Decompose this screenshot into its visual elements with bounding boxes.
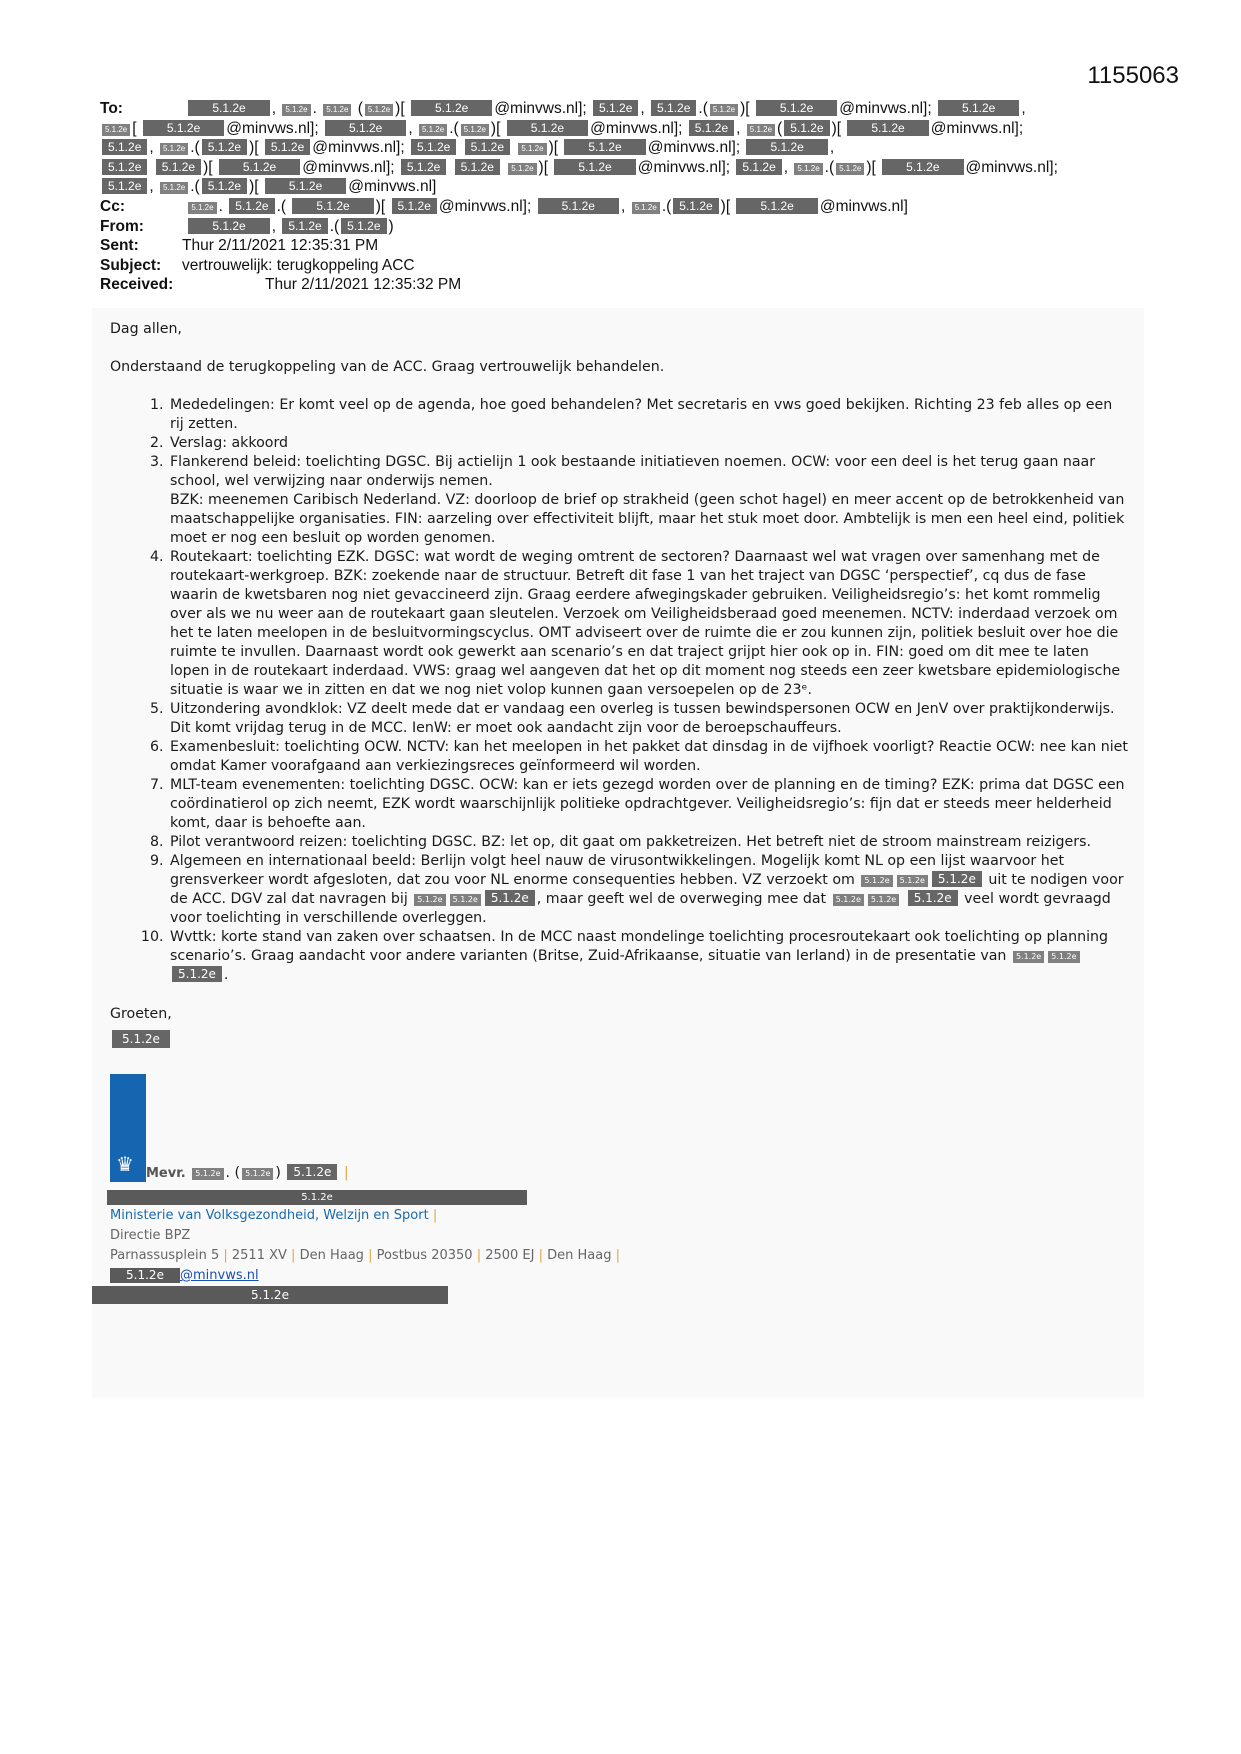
email-domain: @minvws.nl]; [647, 139, 741, 157]
redaction: 5.1.2e [908, 890, 958, 906]
signature-email-link[interactable]: @minvws.nl [180, 1268, 259, 1283]
redaction: 5.1.2e [292, 198, 373, 214]
message-body [110, 320, 1130, 1305]
redaction: 5.1.2e [202, 178, 247, 194]
list-item-text: Verslag: akkoord [170, 435, 289, 451]
redaction: 5.1.2e [450, 894, 481, 906]
list-item-subtext: BZK: meenemen Caribisch Nederland. VZ: doorloop de brief op strakheid (geen schot hagel) en meer accent op de betrokkenheid van maatschappelijke organisaties. FIN: aarzeling over effectiviteit blijft, maar het stuk moet door. Ambtelijk is men een heel eind, politiek moet er nog een besluit op worden genomen. [170, 492, 1125, 546]
separator: | [538, 1248, 544, 1263]
address-part: 2511 XV [231, 1248, 287, 1263]
redaction: 5.1.2e [219, 159, 300, 175]
separator: | [368, 1248, 373, 1263]
list-item [168, 396, 1130, 434]
subject-row [100, 256, 1140, 276]
redaction: 5.1.2e [202, 139, 247, 155]
redaction: 5.1.2e [746, 139, 827, 155]
email-domain: @minvws.nl]; [637, 158, 731, 176]
title-prefix: Mevr. [146, 1166, 186, 1181]
redaction: 5.1.2e [414, 894, 445, 906]
signature-title-line: Mevr. 5.1.2e . ( 5.1.2e ) 5.1.2e | [146, 1165, 349, 1181]
redaction: 5.1.2e [784, 120, 829, 136]
redaction: 5.1.2e [325, 120, 406, 136]
redaction: 5.1.2e [282, 218, 327, 234]
from-label: From: [100, 217, 144, 235]
redaction: 5.1.2e [102, 139, 147, 155]
list-item [168, 738, 1130, 776]
email-domain: @minvws.nl]; [494, 100, 587, 117]
redaction: 5.1.2e [102, 159, 147, 175]
email-domain: @minvws.nl]; [302, 158, 395, 176]
separator: | [476, 1248, 482, 1263]
email-domain: @minvws.nl]; [226, 119, 319, 137]
redaction: 5.1.2e [833, 894, 864, 906]
from-row: From: 5.1.2e , 5.1.2e .( 5.1.2e ) [100, 217, 394, 235]
separator: | [291, 1248, 296, 1263]
intro: Onderstaand de terugkoppeling van de ACC. Graag vertrouwelijk behandelen. [110, 359, 665, 375]
redaction: 5.1.2e [593, 100, 638, 116]
agenda-list [110, 396, 1130, 985]
list-item-text: Routekaart: toelichting EZK. DGSC: wat wordt de weging omtrent de sectoren? Daarnaast wel wat vragen over samenhang met de routekaart-werkgroep. BZK: zoekende naar de structuur. Betreft dit fase 1 van het traject van DGSC ‘perspectief’, cq dus de fase waarin de kwetsbaren nog niet gevaccineerd zijn. Graag eerdere afwegingskader gebruiken. Veiligheidsregio’s: het komt rommelig over als we nu weer aan de routekaart gaan sleutelen. Verzoek om Veiligheidsberaad goed meenemen. NCTV: inderdaad verzoek om het te laten meelopen in de besluitvormingscyclus. OMT adviseert over de ruimte die er zou kunnen zijn, politiek besluit over hoe die ruimte te invullen. Daarnaast wordt ook gewerkt aan scenario’s en dat traject grijpt hier ook op in. FIN: goed om dit mee te laten lopen in de routekaart inderdaad. VWS: graag wel aangeven dat het op dit moment nog steeds een zeer kwetsbare epidemiologische situatie is waar we in zitten en dat we nog niet volop kunnen gaan versoepelen op de 23ᵉ. [170, 549, 1121, 698]
subject-value: vertrouwelijk: terugkoppeling ACC [182, 256, 415, 274]
redaction: 5.1.2e [192, 1168, 223, 1180]
signature-phone [92, 1286, 1130, 1305]
redaction: 5.1.2e [836, 163, 864, 175]
to-row-2: 5.1.2e [ 5.1.2e @minvws.nl]; 5.1.2e , 5.1.2e .( 5.1.2e )[ 5.1.2e @minvws.nl]; 5.1.2e , 5.1.2e ( 5.1.2e )[ 5.1.2e @minvws.nl]; [100, 119, 1140, 139]
redaction: 5.1.2e [794, 163, 822, 175]
cc-row: Cc: 5.1.2e . 5.1.2e .( 5.1.2e )[ 5.1.2e @minvws.nl]; 5.1.2e , 5.1.2e .( 5.1.2e )[ 5.1.2e @minvws.nl] [100, 197, 908, 215]
redaction: 5.1.2e [747, 124, 775, 136]
list-item-text: uit te nodigen voor de ACC. DGV zal dat navragen bij [170, 872, 1124, 907]
redaction: 5.1.2e [756, 100, 837, 116]
list-item-text: Examenbesluit: toelichting OCW. NCTV: kan het meelopen in het pakket dat dinsdag in de vijfhoek voorligt? Reactie OCW: nee kan niet omdat Kamer voorafgaand aan verkiezingsreces geïnformeerd wil worden. [170, 739, 1128, 774]
list-item-text: MLT-team evenementen: toelichting DGSC. OCW: kan er iets gezegd worden over de planning en de timing? EZK: prima dat DGSC een coördinatierol op zich neemt, EZK wordt waarschijnlijk politieke opdrachtgever. Veiligheidsregio’s: fijn dat er steeds meer helderheid komt, daar is behoefte aan. [170, 777, 1125, 831]
sent-value: Thur 2/11/2021 12:35:31 PM [182, 237, 379, 255]
redaction: 5.1.2e [188, 202, 216, 214]
redaction: 5.1.2e [188, 218, 269, 234]
redaction: 5.1.2e [143, 120, 224, 136]
email-domain: @minvws.nl]; [438, 197, 532, 215]
list-item-text: , maar geeft wel de overweging mee dat [536, 891, 827, 907]
to-row-3: 5.1.2e , 5.1.2e .( 5.1.2e )[ 5.1.2e @minvws.nl]; 5.1.2e 5.1.2e 5.1.2e )[ 5.1.2e @minvws.nl]; 5.1.2e , [100, 138, 1140, 158]
address-part: Postbus 20350 [376, 1248, 473, 1263]
list-item-text: Pilot verantwoord reizen: toelichting DGSC. BZ: let op, dit gaat om pakketreizen. Het betreft niet de stroom mainstream reizigers. [170, 834, 1091, 850]
redaction: 5.1.2e [465, 139, 510, 155]
email-domain: @minvws.nl]; [590, 119, 683, 137]
redaction: 5.1.2e [673, 198, 718, 214]
address-part: Parnassusplein 5 [110, 1248, 220, 1263]
redaction: 5.1.2e [564, 139, 645, 155]
redaction: 5.1.2e [897, 875, 928, 887]
address-part: Den Haag [299, 1248, 364, 1263]
redaction: 5.1.2e [632, 202, 660, 214]
to-row-5: 5.1.2e , 5.1.2e .( 5.1.2e )[ 5.1.2e @minvws.nl] [100, 177, 1140, 197]
redaction: 5.1.2e [229, 198, 274, 214]
redaction: 5.1.2e [188, 100, 269, 116]
email-domain: @minvws.nl [348, 178, 433, 196]
redaction: 5.1.2e [102, 178, 147, 194]
redaction: 5.1.2e [882, 159, 963, 175]
redaction: 5.1.2e [651, 100, 696, 116]
redaction: 5.1.2e [710, 104, 738, 116]
redaction: 5.1.2e [365, 104, 393, 116]
redaction: 5.1.2e [554, 159, 635, 175]
redaction: 5.1.2e [507, 120, 588, 136]
address-part: Den Haag [547, 1248, 612, 1263]
email-domain: @minvws.nl] [819, 197, 908, 215]
email-line [110, 1266, 1130, 1286]
redaction: 5.1.2e [401, 159, 446, 175]
redaction: 5.1.2e [242, 1168, 273, 1180]
list-item [168, 548, 1130, 700]
signature-function [107, 1187, 1130, 1206]
redaction: 5.1.2e [107, 1190, 527, 1205]
redaction: 5.1.2e [485, 890, 535, 906]
redaction: 5.1.2e [455, 159, 500, 175]
list-item [168, 700, 1130, 738]
to-label: To: [100, 100, 123, 117]
redaction: 5.1.2e [538, 198, 619, 214]
list-item [168, 453, 1130, 548]
redaction: 5.1.2e [508, 163, 536, 175]
greeting: Dag allen, [110, 321, 182, 337]
to-row-4: 5.1.2e 5.1.2e )[ 5.1.2e @minvws.nl]; 5.1.2e 5.1.2e 5.1.2e )[ 5.1.2e @minvws.nl]; 5.1.2e , 5.1.2e .( 5.1.2e )[ 5.1.2e @minvws.nl]; [100, 158, 1140, 178]
redaction: 5.1.2e [156, 159, 201, 175]
to-row: To: 5.1.2e , 5.1.2e . 5.1.2e ( 5.1.2e )[ 5.1.2e @minvws.nl]; 5.1.2e , 5.1.2e .( 5.1.2e )[ 5.1.2e @minvws.nl]; 5.1.2e , [100, 100, 1026, 117]
redaction: 5.1.2e [265, 139, 310, 155]
redaction: 5.1.2e [938, 100, 1019, 116]
cc-label: Cc: [100, 197, 125, 215]
list-item [168, 776, 1130, 833]
redaction: 5.1.2e [102, 124, 130, 136]
redaction: 5.1.2e [1048, 951, 1079, 963]
redaction: 5.1.2e [341, 218, 386, 234]
redaction: 5.1.2e [92, 1286, 448, 1304]
redaction: 5.1.2e [110, 1268, 180, 1283]
separator: | [343, 1165, 349, 1181]
sent-row [100, 236, 1140, 256]
received-row [100, 275, 1140, 295]
separator: | [615, 1248, 621, 1263]
redaction: 5.1.2e [265, 178, 346, 194]
redaction: 5.1.2e [419, 124, 447, 136]
redaction: 5.1.2e [736, 159, 781, 175]
redaction: 5.1.2e [282, 104, 310, 116]
redaction: 5.1.2e [861, 875, 892, 887]
received-value: Thur 2/11/2021 12:35:32 PM [265, 276, 462, 294]
received-label: Received: [100, 276, 174, 294]
redaction: 5.1.2e [172, 966, 222, 982]
address-line [110, 1246, 1130, 1266]
closing: Groeten, [110, 1006, 172, 1022]
redaction: 5.1.2e [160, 182, 188, 194]
list-item-text: Flankerend beleid: toelichting DGSC. Bij actielijn 1 ook bestaande initiatieven noemen. OCW: voor een deel is het terug gaan naar school, wel verwijzing naar onderwijs nemen. [170, 454, 1096, 489]
redaction: 5.1.2e [932, 871, 982, 887]
rijksoverheid-logo [110, 1074, 146, 1182]
list-item [168, 434, 1130, 453]
redaction: 5.1.2e [112, 1030, 170, 1048]
ministry-line [110, 1206, 1130, 1226]
signature-name [110, 1030, 1130, 1050]
redaction: 5.1.2e [689, 120, 734, 136]
ministry-name: Ministerie van Volksgezondheid, Welzijn en Sport [110, 1208, 429, 1223]
email-domain: @minvws.nl]; [312, 139, 405, 157]
redaction: 5.1.2e [518, 143, 546, 155]
list-item-text: Algemeen en internationaal beeld: Berlijn volgt heel nauw de virusontwikkelingen. Mogelijk komt NL op een lijst waarvoor het grensverkeer wordt afgesloten, dat zou voor NL enorme consequenties hebben. VZ verzoekt om [170, 853, 1065, 888]
email-header [100, 99, 1140, 295]
list-item [168, 852, 1130, 928]
redaction: 5.1.2e [160, 143, 188, 155]
redaction: 5.1.2e [847, 120, 928, 136]
list-item-text: veel wordt gevraagd voor toelichting in verschillende overleggen. [170, 891, 1111, 926]
separator: | [223, 1248, 228, 1263]
redaction: 5.1.2e [461, 124, 489, 136]
email-domain: @minvws.nl]; [930, 119, 1024, 137]
list-item: 10. Wvttk: korte stand van zaken over schaatsen. In de MCC naast mondelinge toelichting procesroutekaart ook toelichting op planning scenario’s. Graag aandacht voor andere varianten (Britse, Zuid-Afrikaanse, situatie van Ierland) in de presentatie van 5.1.2e 5.1.2e5.1.2e . [168, 928, 1130, 985]
redaction: 5.1.2e [392, 198, 437, 214]
list-item-text: Mededelingen: Er komt veel op de agenda, hoe goed behandelen? Met secretaris en vws goed bekijken. Richting 23 feb alles op een rij zetten. [170, 397, 1113, 432]
redaction: 5.1.2e [323, 104, 351, 116]
redaction: 5.1.2e [287, 1164, 337, 1180]
email-domain: @minvws.nl]; [965, 158, 1058, 176]
list-item-text: Wvttk: korte stand van zaken over schaatsen. In de MCC naast mondelinge toelichting procesroutekaart ook toelichting op planning scenario’s. Graag aandacht voor andere varianten (Britse, Zuid-Afrikaanse, situatie van Ierland) in de presentatie van [170, 929, 1109, 964]
department-line: Directie BPZ [110, 1228, 191, 1243]
list-item-text: Uitzondering avondklok: VZ deelt mede dat er vandaag een overleg is tussen bewindspersonen OCW en JenV over praktijkonderwijs. Dit komt vrijdag terug in de MCC. IenW: er moet ook aandacht zijn voor de beroepschauffeurs. [170, 701, 1115, 736]
redaction: 5.1.2e [736, 198, 817, 214]
crest-icon: ♛ [116, 1152, 134, 1176]
document-number: 1155063 [1087, 62, 1179, 89]
subject-label: Subject: [100, 256, 162, 274]
separator: | [432, 1208, 438, 1223]
email-domain: @minvws.nl]; [839, 100, 932, 117]
address-part: 2500 EJ [485, 1248, 535, 1263]
redaction: 5.1.2e [868, 894, 899, 906]
list-item [168, 833, 1130, 852]
redaction: 5.1.2e [411, 100, 492, 116]
sent-label: Sent: [100, 237, 139, 255]
redaction: 5.1.2e [1013, 951, 1044, 963]
redaction: 5.1.2e [411, 139, 456, 155]
